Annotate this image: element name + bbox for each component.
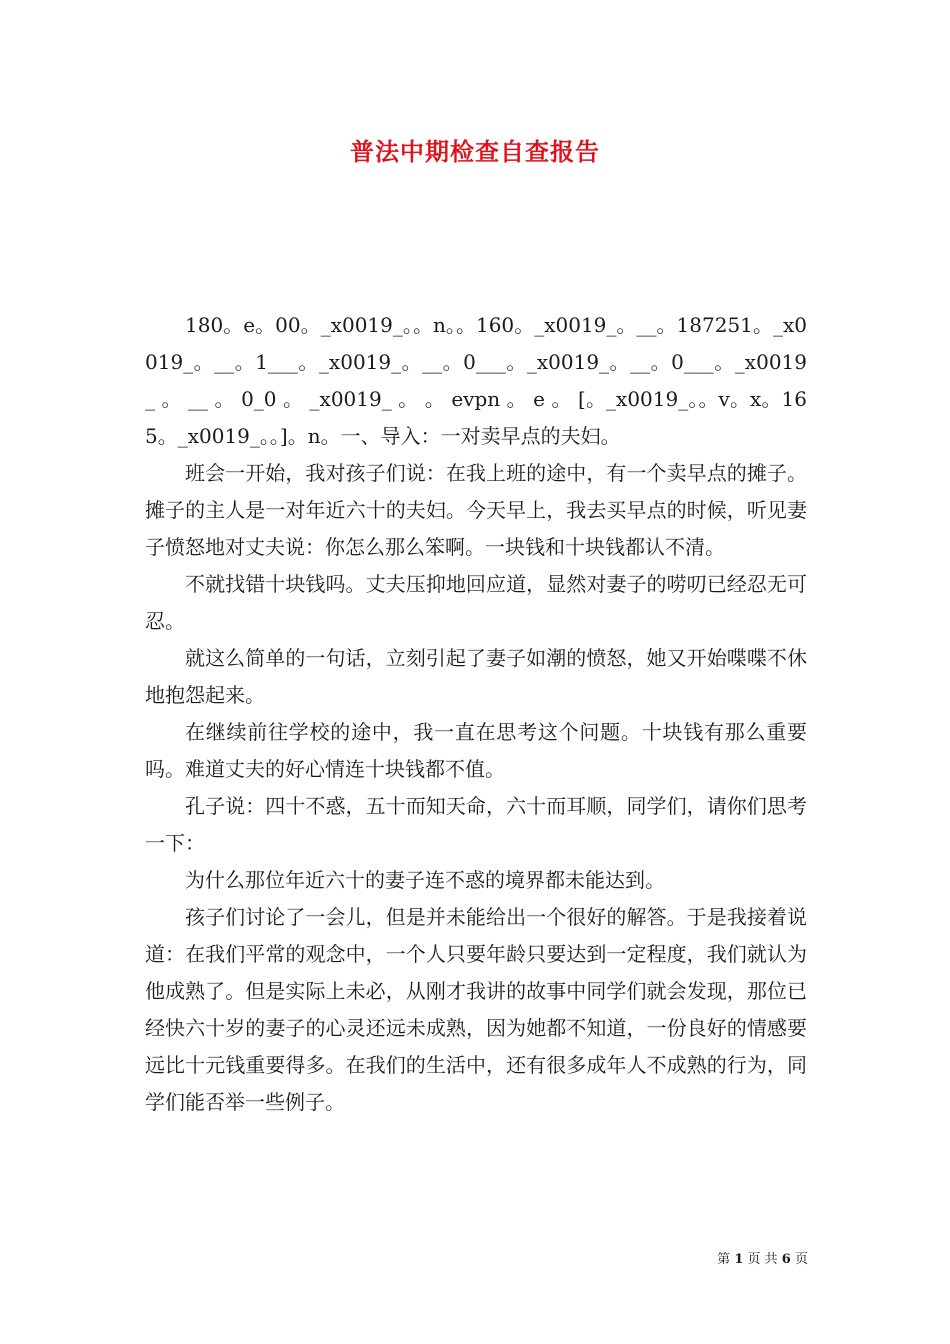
paragraph-8: 孩子们讨论了一会儿，但是并未能给出一个很好的解答。于是我接着说道：在我们平常的观念中，一个人只要年龄只要达到一定程度，我们就认为他成熟了。但是实际上未必，从刚才我讲的故事中同学们就会发现，那位已经快六十岁的妻子的心灵还远未成熟，因为她都不知道，一份良好的情感要远比十元钱重要得多。在我们的生活中，还有很多成年人不成熟的行为，同学们能否举一些例子。: [145, 905, 807, 1114]
paragraph-1: 180。e。00。_x0019_。。n。。160。_x0019_。__。187251。_x0019_。__。1___。_x0019_。__。0___。_x0019_。__。0___。_x0019_ 。 __ 。 0_0 。 _x0019_ 。 。 evpn 。 e 。 [。_x0019_。。v。x。165。_x0019_。。]。n。一、导入：一对卖早点的夫妇。: [145, 313, 807, 448]
paragraph-4: 就这么简单的一句话，立刻引起了妻子如潮的愤怒，她又开始喋喋不休地抱怨起来。: [145, 646, 807, 707]
footer-suffix: 页: [794, 1252, 808, 1267]
paragraph-7: 为什么那位年近六十的妻子连不惑的境界都未能达到。: [185, 868, 665, 892]
document-body: [145, 307, 807, 1121]
paragraph-3: 不就找错十块钱吗。丈夫压抑地回应道，显然对妻子的唠叨已经忍无可忍。: [145, 572, 807, 633]
paragraph-2: 班会一开始，我对孩子们说：在我上班的途中，有一个卖早点的摊子。摊子的主人是一对年近六十的夫妇。今天早上，我去买早点的时候，听见妻子愤怒地对丈夫说：你怎么那么笨啊。一块钱和十块钱都认不清。: [145, 461, 807, 559]
footer-total-pages: 6: [781, 1252, 791, 1267]
footer-middle: 页 共: [747, 1252, 778, 1267]
document-title: 普法中期检查自查报告: [350, 137, 600, 166]
paragraph-6: 孔子说：四十不惑，五十而知天命，六十而耳顺，同学们，请你们思考一下：: [145, 794, 807, 855]
footer-prefix: 第: [717, 1252, 731, 1267]
page-number-footer: [717, 1248, 808, 1267]
paragraph-5: 在继续前往学校的途中，我一直在思考这个问题。十块钱有那么重要吗。难道丈夫的好心情连十块钱都不值。: [145, 720, 807, 781]
footer-current-page: 1: [734, 1252, 744, 1267]
